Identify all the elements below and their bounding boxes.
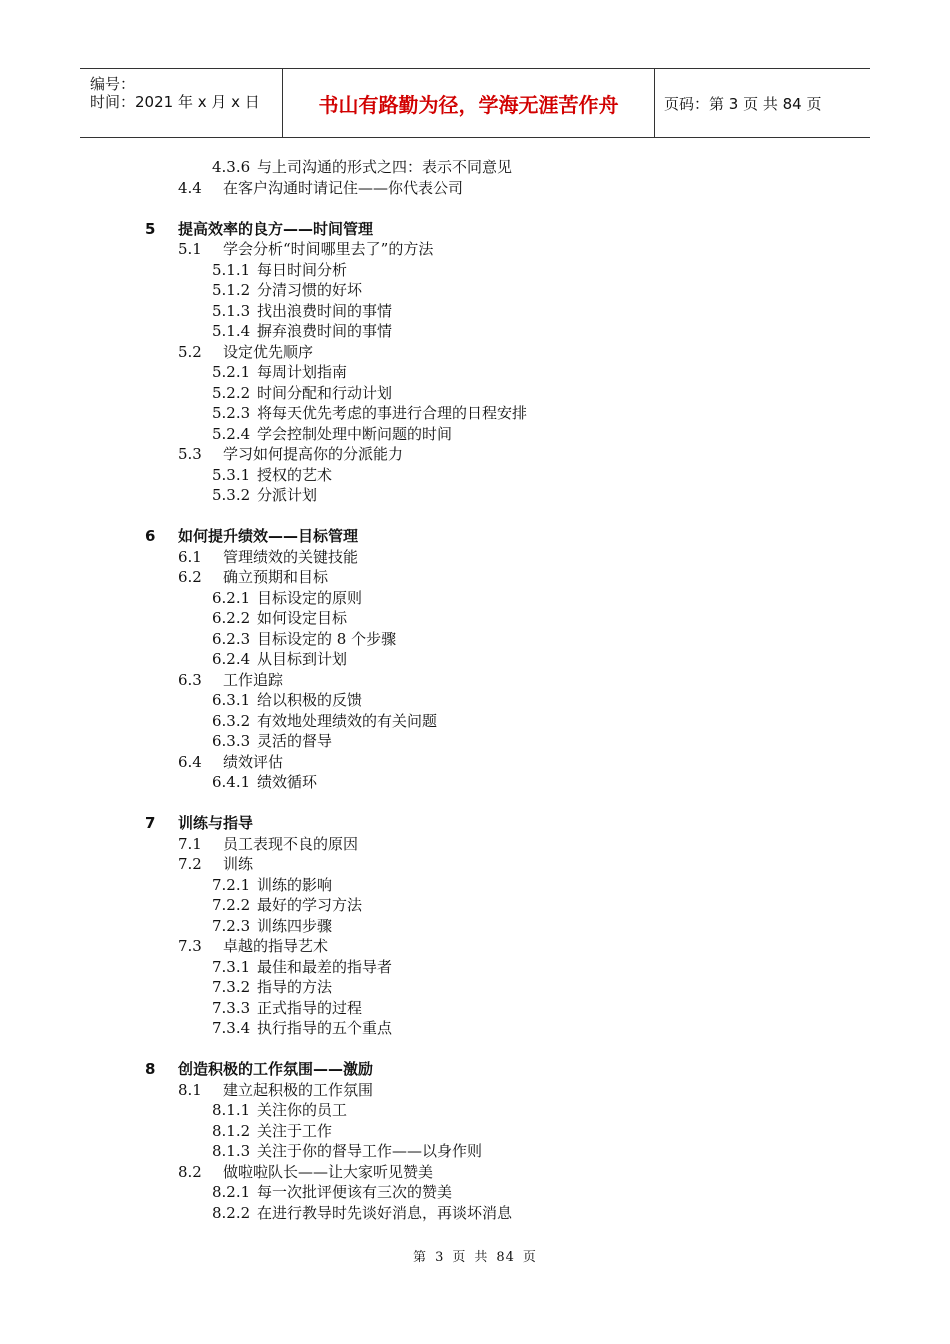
toc-entry-number: 7.1 [178, 834, 202, 853]
toc-entry-number: 6.2 [178, 568, 202, 586]
toc-entry-title: 给以积极的反馈 [257, 691, 363, 709]
toc-entry-number: 6.3.1 [212, 691, 251, 709]
toc-entry-number: 6.2.2 [212, 609, 251, 627]
toc-entry-number: 5.2.1 [212, 363, 251, 381]
toc-entry-number: 8.1 [178, 1080, 202, 1099]
toc-entry-number: 7.3.4 [212, 1019, 251, 1037]
toc-entry-title: 绩效循环 [257, 773, 318, 791]
toc-entry-number: 6.3 [178, 670, 202, 689]
toc-entry-title: 授权的艺术 [257, 465, 333, 484]
toc-entry-title: 学习如何提高你的分派能力 [223, 445, 404, 463]
toc-entry-title: 有效地处理绩效的有关问题 [257, 711, 438, 730]
toc-entry-title: 如何提升绩效——目标管理 [178, 527, 359, 545]
toc-entry-number: 7.2.1 [212, 875, 251, 894]
toc-entry-title: 每一次批评便该有三次的赞美 [257, 1183, 453, 1201]
toc-entry-title: 工作追踪 [223, 670, 284, 689]
toc-entry-number: 6.4 [178, 752, 202, 771]
toc-entry-title: 最好的学习方法 [257, 896, 363, 914]
toc-entry-title: 做啦啦队长——让大家听见赞美 [223, 1162, 434, 1181]
toc-entry-number: 7.3.2 [212, 978, 251, 996]
toc-entry-number: 7.2 [178, 855, 202, 873]
toc-entry-number: 7 [145, 814, 156, 832]
document-date: 时间：2021 年 x 月 x 日 [90, 93, 260, 111]
toc-entry-title: 关注你的员工 [257, 1101, 348, 1119]
toc-entry-title: 摒弃浪费时间的事情 [257, 322, 393, 340]
footer-ye: 页 [452, 1250, 467, 1265]
toc-entry-number: 5.3.1 [212, 465, 251, 484]
header-slogan: 书山有路勤为径，学海无涯苦作舟 [282, 69, 655, 137]
toc-entry-title: 指导的方法 [257, 978, 333, 996]
toc-entry-number: 8.2 [178, 1162, 202, 1181]
toc-entry-number: 4.4 [178, 178, 202, 197]
toc-entry-title: 目标设定的 8 个步骤 [257, 629, 397, 648]
toc-entry-title: 卓越的指导艺术 [223, 937, 329, 955]
document-number-label: 编号： [90, 75, 136, 93]
toc-entry-title: 创造积极的工作氛围——激励 [178, 1060, 374, 1078]
toc-entry-title: 员工表现不良的原因 [223, 834, 359, 853]
toc-entry-number: 6.2.1 [212, 588, 251, 607]
footer-di: 第 [413, 1250, 428, 1265]
toc-entry-number: 5.1.2 [212, 281, 251, 299]
toc-entry-number: 5.1.4 [212, 322, 251, 340]
toc-entry-title: 训练四步骤 [257, 916, 333, 935]
toc-entry-title: 与上司沟通的形式之四：表示不同意见 [257, 158, 513, 176]
toc-entry-number: 6.3.2 [212, 711, 251, 730]
toc-entry-title: 训练与指导 [178, 814, 254, 832]
toc-entry-number: 5.1.3 [212, 301, 251, 320]
footer-current-page: 3 [435, 1250, 445, 1265]
toc-entry-number: 6.2.3 [212, 629, 251, 648]
toc-entry-number: 7.3 [178, 937, 202, 955]
toc-entry-title: 训练的影响 [257, 875, 333, 894]
toc-entry-number: 7.2.2 [212, 896, 251, 914]
toc-entry-title: 最佳和最差的指导者 [257, 957, 393, 976]
toc-entry-title: 建立起积极的工作氛围 [223, 1080, 374, 1099]
footer-gong: 共 [474, 1250, 489, 1265]
toc-entry-title: 每日时间分析 [257, 260, 348, 279]
toc-entry-title: 目标设定的原则 [257, 588, 363, 607]
toc-entry-number: 8.1.1 [212, 1101, 251, 1119]
toc-entry-title: 确立预期和目标 [223, 568, 329, 586]
toc-entry-number: 7.3.3 [212, 998, 251, 1017]
toc-entry-number: 6.2.4 [212, 650, 251, 668]
page-footer [0, 1246, 950, 1265]
toc-entry-number: 5.2 [178, 342, 202, 361]
page-header [80, 68, 870, 138]
toc-entry-title: 分派计划 [257, 486, 318, 504]
toc-entry-number: 5.3.2 [212, 486, 251, 504]
header-page-indicator: 页码：第 3 页 共 84 页 [664, 94, 822, 113]
footer-ye-2: 页 [522, 1250, 537, 1265]
toc-entry-number: 8.2.1 [212, 1183, 251, 1201]
toc-entry-title: 学会分析“时间哪里去了”的方法 [223, 240, 434, 258]
toc-entry-number: 5.1 [178, 240, 202, 258]
toc-entry-title: 学会控制处理中断问题的时间 [257, 424, 453, 443]
toc-entry-title: 提高效率的良方——时间管理 [178, 219, 374, 238]
toc-entry-number: 5.2.4 [212, 424, 251, 443]
toc-entry-title: 执行指导的五个重点 [257, 1019, 393, 1037]
toc-entry-title: 每周计划指南 [257, 363, 348, 381]
toc-entry-title: 绩效评估 [223, 752, 284, 771]
toc-entry-number: 8.2.2 [212, 1203, 251, 1222]
toc-entry-title: 关注于工作 [257, 1121, 333, 1140]
toc-entry-title: 如何设定目标 [257, 609, 348, 627]
toc-entry-title: 管理绩效的关键技能 [223, 547, 359, 566]
toc-entry-title: 关注于你的督导工作——以身作则 [257, 1142, 483, 1160]
toc-entry-title: 设定优先顺序 [223, 342, 314, 361]
toc-entry-number: 7.3.1 [212, 957, 251, 976]
toc-entry-number: 6.1 [178, 547, 202, 566]
toc-entry-title: 时间分配和行动计划 [257, 383, 393, 402]
toc-entry-number: 5 [145, 219, 156, 238]
header-left-cell [80, 69, 282, 137]
toc-entry-title: 将每天优先考虑的事进行合理的日程安排 [257, 404, 528, 422]
toc-entry-title: 在客户沟通时请记住——你代表公司 [223, 178, 464, 197]
toc-entry-number: 8 [145, 1060, 156, 1078]
toc-entry-number: 6.4.1 [212, 773, 251, 791]
toc-entry-number: 6.3.3 [212, 732, 251, 750]
toc-entry-title: 找出浪费时间的事情 [257, 301, 393, 320]
footer-total-pages: 84 [496, 1250, 515, 1265]
toc-entry-number: 5.1.1 [212, 260, 251, 279]
toc-entry-title: 灵活的督导 [257, 732, 333, 750]
toc-entry-title: 正式指导的过程 [257, 998, 363, 1017]
toc-entry-title: 分清习惯的好坏 [257, 281, 363, 299]
toc-entry-number: 6 [145, 527, 156, 545]
toc-entry-title: 训练 [223, 855, 254, 873]
toc-entry-number: 4.3.6 [212, 158, 251, 176]
toc-entry-number: 5.2.2 [212, 383, 251, 402]
toc-entry-number: 8.1.2 [212, 1121, 251, 1140]
toc-entry-number: 7.2.3 [212, 916, 251, 935]
toc-entry-title: 在进行教导时先谈好消息，再谈坏消息 [257, 1203, 513, 1222]
toc-entry-number: 8.1.3 [212, 1142, 251, 1160]
toc-entry-title: 从目标到计划 [257, 650, 348, 668]
toc-entry-number: 5.2.3 [212, 404, 251, 422]
toc-entry-number: 5.3 [178, 445, 202, 463]
